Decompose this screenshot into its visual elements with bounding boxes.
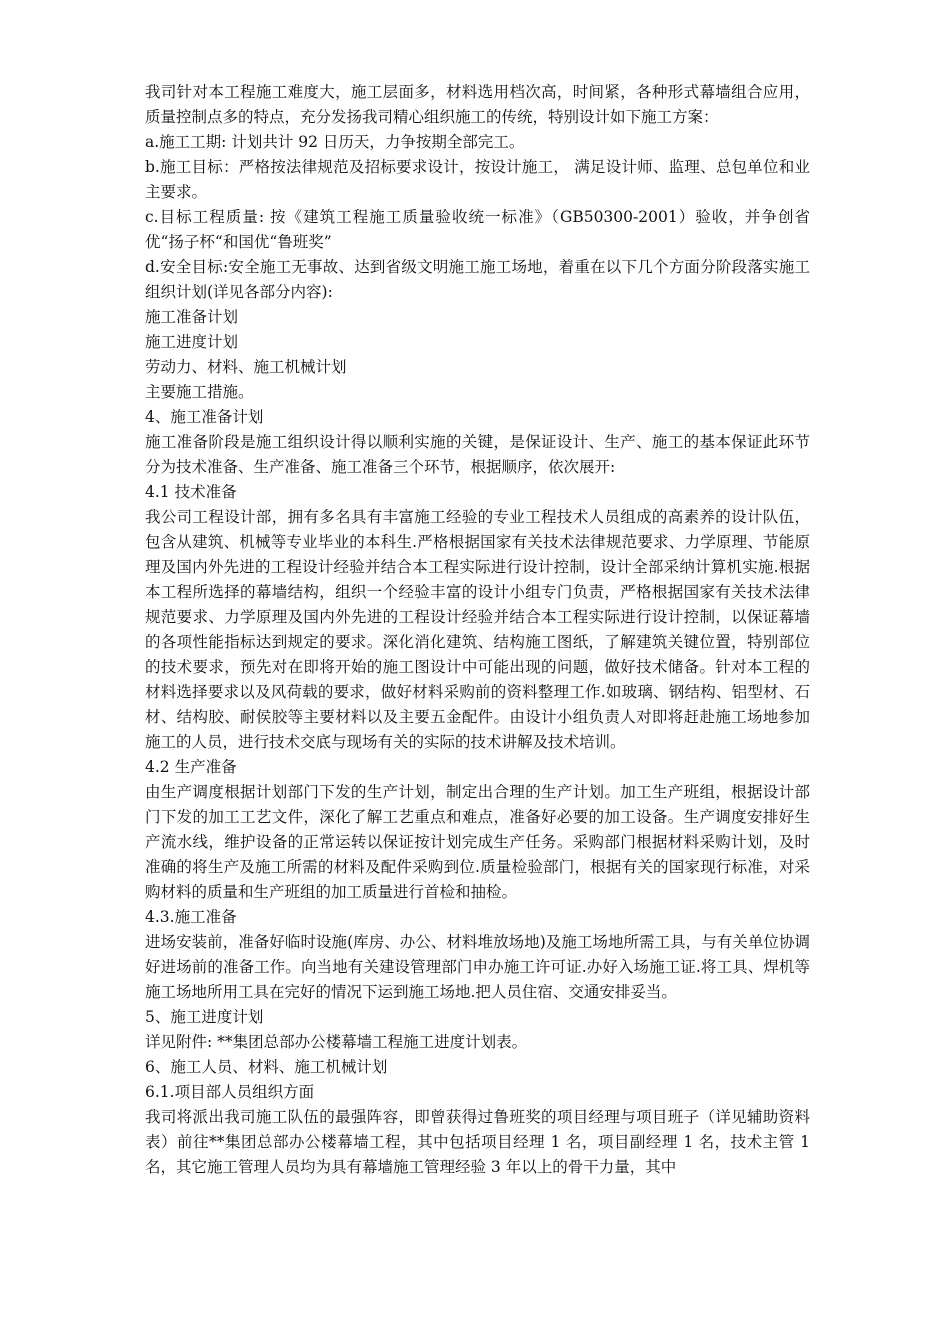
document-page [145, 80, 810, 1180]
quality-goal-item: c.目标工程质量: 按《建筑工程施工质量验收统一标准》（GB50300-2001）验收，并争创省优“扬子杯“和国优“鲁班奖” [145, 208, 810, 251]
list-item: 施工进度计划 [145, 333, 239, 351]
section-heading: 5、施工进度计划 [145, 1008, 264, 1026]
intro-paragraph: 我司针对本工程施工难度大，施工层面多，材料选用档次高，时间紧，各种形式幕墙组合应用，质量控制点多的特点，充分发扬我司精心组织施工的传统，特别设计如下施工方案： [145, 83, 810, 126]
list-item: 主要施工措施。 [145, 383, 254, 401]
body-paragraph: 详见附件: **集团总部办公楼幕墙工程施工进度计划表。 [145, 1033, 528, 1051]
section-heading: 6.1.项目部人员组织方面 [145, 1083, 315, 1101]
section-heading: 4.1 技术准备 [145, 483, 237, 501]
body-paragraph: 进场安装前，准备好临时设施(库房、办公、材料堆放场地)及施工场地所需工具，与有关单位协调好进场前的准备工作。向当地有关建设管理部门申办施工许可证.办好入场施工证.将工具、焊机等施工场地所用工具在完好的情况下运到施工场地.把人员住宿、交通安排妥当。 [145, 933, 810, 1001]
list-item: 施工准备计划 [145, 308, 239, 326]
construction-period-item: a.施工工期: 计划共计 92 日历天，力争按期全部完工。 [145, 133, 525, 151]
list-item: 劳动力、材料、施工机械计划 [145, 358, 347, 376]
body-paragraph: 由生产调度根据计划部门下发的生产计划，制定出合理的生产计划。加工生产班组，根据设计部门下发的加工工艺文件，深化了解工艺重点和难点，准备好必要的加工设备。生产调度安排好生产流水线，维护设备的正常运转以保证按计划完成生产任务。采购部门根据材料采购计划，及时准确的将生产及施工所需的材料及配件采购到位.质量检验部门，根据有关的国家现行标准，对采购材料的质量和生产班组的加工质量进行首检和抽检。 [145, 783, 810, 901]
body-paragraph: 我司将派出我司施工队伍的最强阵容，即曾获得过鲁班奖的项目经理与项目班子（详见辅助资料表）前往**集团总部办公楼幕墙工程，其中包括项目经理 1 名，项目副经理 1 名，技术主管 1 名，其它施工管理人员均为具有幕墙施工管理经验 3 年以上的骨干力量，其中 [145, 1108, 810, 1176]
section-heading: 4.2 生产准备 [145, 758, 237, 776]
body-paragraph: 我公司工程设计部，拥有多名具有丰富施工经验的专业工程技术人员组成的高素养的设计队伍，包含从建筑、机械等专业毕业的本科生.严格根据国家有关技术法律规范要求、力学原理、节能原理及国内外先进的工程设计经验并结合本工程实际进行设计控制，设计全部采纳计算机实施.根据本工程所选择的幕墙结构，组织一个经验丰富的设计小组专门负责，严格根据国家有关技术法律规范要求、力学原理及国内外先进的工程设计经验并结合本工程实际进行设计控制，以保证幕墙的各项性能指标达到规定的要求。深化消化建筑、结构施工图纸，了解建筑关键位置，特别部位的技术要求，预先对在即将开始的施工图设计中可能出现的问题，做好技术储备。针对本工程的材料选择要求以及风荷载的要求，做好材料采购前的资料整理工作.如玻璃、钢结构、铝型材、石材、结构胶、耐侯胶等主要材料以及主要五金配件。由设计小组负责人对即将赶赴施工场地参加施工的人员，进行技术交底与现场有关的实际的技术讲解及技术培训。 [145, 508, 810, 751]
section-heading: 4、施工准备计划 [145, 408, 264, 426]
safety-goal-item: d.安全目标:安全施工无事故、达到省级文明施工施工场地，着重在以下几个方面分阶段落实施工组织计划(详见各部分内容): [145, 258, 810, 301]
section-heading: 4.3.施工准备 [145, 908, 237, 926]
construction-goal-item: b.施工目标：严格按法律规范及招标要求设计，按设计施工， 满足设计师、监理、总包单位和业主要求。 [145, 158, 810, 201]
section-heading: 6、施工人员、材料、施工机械计划 [145, 1058, 388, 1076]
body-paragraph: 施工准备阶段是施工组织设计得以顺利实施的关键，是保证设计、生产、施工的基本保证此环节分为技术准备、生产准备、施工准备三个环节，根据顺序，依次展开: [145, 433, 810, 476]
